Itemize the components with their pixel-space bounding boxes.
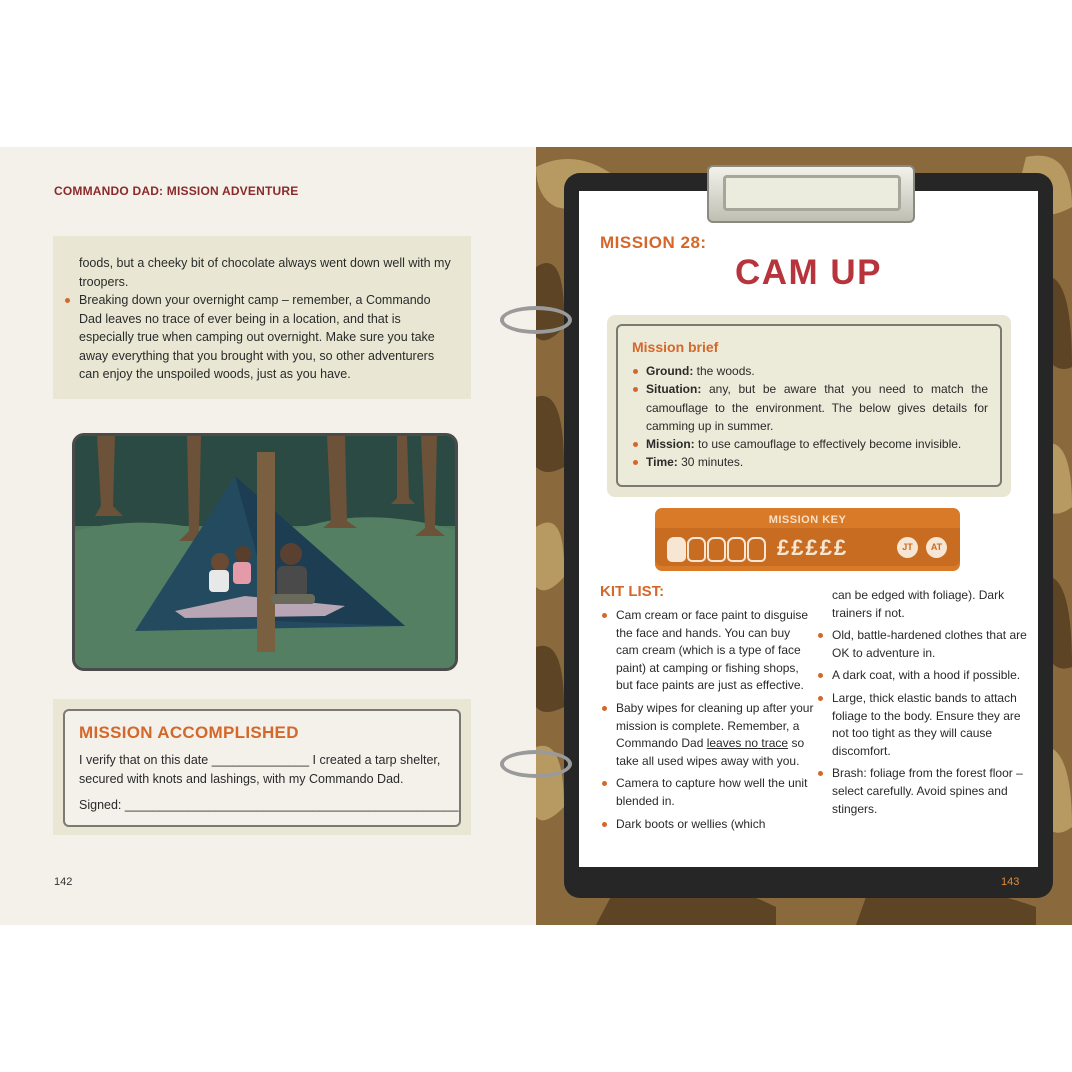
kit-item <box>832 627 1027 662</box>
brief-label: Situation: <box>646 382 702 397</box>
tarp-shelter-illustration <box>72 433 458 671</box>
boot-icon <box>747 537 766 562</box>
brief-text: 30 minutes. <box>677 455 744 470</box>
kit-item-text: Dark boots or wellies (which <box>616 816 766 831</box>
brief-item-situation <box>632 380 988 435</box>
clip-window <box>723 175 901 211</box>
kit-item-text: Large, thick elastic bands to attach foliage to the body. Ensure they are not too tight as they will cause discomfort. <box>832 690 1021 758</box>
kit-item <box>616 816 816 834</box>
continued-text-panel <box>53 236 471 399</box>
mission-brief-box <box>616 324 1002 487</box>
kit-item <box>832 690 1027 760</box>
leaves-no-trace-link: leaves no trace <box>706 736 789 751</box>
mission-key-ratings <box>655 528 960 566</box>
mission-number: MISSION 28: <box>600 233 707 252</box>
bullet-icon <box>633 369 638 374</box>
brief-label: Ground: <box>646 364 694 378</box>
kit-item-continuation: can be edged with foliage). Dark trainers if not. <box>832 588 1005 620</box>
kit-list-title: KIT LIST: <box>600 583 665 600</box>
kit-item-text: so take all used wipes away with you. <box>616 736 805 768</box>
clipboard <box>564 173 1053 898</box>
bullet-icon <box>602 613 607 618</box>
brief-item-mission <box>632 435 988 453</box>
kit-item-text: Cam cream or face paint to disguise the face and hands. You can buy cam cream (which is a type of face paint) at camping or fishing shops, but face paints are just as effective. <box>616 608 809 693</box>
brief-text: to use camouflage to effectively become invisible. <box>694 437 962 452</box>
clipboard-paper <box>579 191 1038 867</box>
brief-item-ground <box>632 362 988 380</box>
page-number: 143 <box>1001 876 1020 888</box>
kit-list-right-column <box>832 587 1027 823</box>
bullet-icon <box>818 673 823 678</box>
signature-line: Signed: ________________________________________________ <box>79 798 459 812</box>
panel-bullet-text: Breaking down your overnight camp – remember, a Commando Dad leaves no trace of ever being in a location, and that is especially true when camping out overnight. Make sure you take away everything that you brought with you, so other adventurers can enjoy the unspoiled woods, just as you have. <box>79 293 435 381</box>
bullet-icon <box>818 696 823 701</box>
mission-title: CAM UP <box>734 253 883 292</box>
boot-icon <box>727 537 746 562</box>
panel-text <box>79 254 453 384</box>
mission-brief-panel <box>607 315 1011 497</box>
boot-icon <box>667 537 686 562</box>
bullet-icon <box>633 460 638 465</box>
brief-label: Mission: <box>646 437 695 452</box>
boot-icon <box>687 537 706 562</box>
mission-accomplished-box <box>63 709 461 827</box>
right-page <box>536 147 1072 925</box>
brief-item-time <box>632 453 988 471</box>
running-head: COMMANDO DAD: MISSION ADVENTURE <box>54 184 299 198</box>
brief-label: Time: <box>646 455 678 470</box>
brief-text: any, but be aware that you need to match the camouflage to the environment. The below gives details for camming up in summer. <box>646 382 988 433</box>
boot-icon <box>707 537 726 562</box>
left-page <box>0 147 536 925</box>
kit-item-text: Camera to capture how well the unit blended in. <box>616 776 808 808</box>
brief-text: the woods. <box>693 364 755 378</box>
mission-brief-title: Mission brief <box>632 339 719 355</box>
illustration-image <box>75 436 455 668</box>
panel-continuation: foods, but a cheeky bit of chocolate always went down well with my troopers. <box>79 256 451 289</box>
kit-item-text: Old, battle-hardened clothes that are OK to adventure in. <box>832 628 1027 660</box>
binder-ring-icon <box>500 306 572 334</box>
kit-item <box>616 607 816 695</box>
bullet-icon <box>633 387 638 392</box>
mission-accomplished-panel <box>53 699 471 835</box>
age-chip-at: AT <box>926 537 947 558</box>
kit-item <box>832 667 1027 685</box>
clipboard-clip <box>707 165 915 223</box>
kit-item-text: Brash: foliage from the forest floor – select carefully. Avoid spines and stingers. <box>832 766 1023 816</box>
kit-item-text: Baby wipes for cleaning up after your mission is complete. Remember, a Commando Dad <box>616 700 814 751</box>
mission-brief-list <box>632 362 988 472</box>
bullet-icon <box>818 633 823 638</box>
mission-accomplished-text: I verify that on this date ______________ I created a tarp shelter, secured with knots and lashings, with my Commando Dad. <box>79 753 441 786</box>
page-number: 142 <box>54 876 73 888</box>
binder-ring-icon <box>500 750 572 778</box>
list-item <box>79 291 453 384</box>
cost-rating: £££££ <box>777 535 849 560</box>
kit-list-left-column <box>616 607 816 838</box>
bullet-icon <box>602 781 607 786</box>
kit-item-text: A dark coat, with a hood if possible. <box>832 668 1021 683</box>
bullet-icon <box>818 771 823 776</box>
kit-item <box>616 700 816 770</box>
mission-key-panel <box>655 508 960 571</box>
kit-item <box>832 765 1027 818</box>
bullet-icon <box>602 822 607 827</box>
kit-item <box>616 775 816 810</box>
age-chip-jt: JT <box>897 537 918 558</box>
bullet-icon <box>602 706 607 711</box>
mission-key-label: MISSION KEY <box>768 514 847 526</box>
mission-accomplished-title: MISSION ACCOMPLISHED <box>79 723 299 742</box>
bullet-icon <box>65 298 70 303</box>
bullet-icon <box>633 442 638 447</box>
